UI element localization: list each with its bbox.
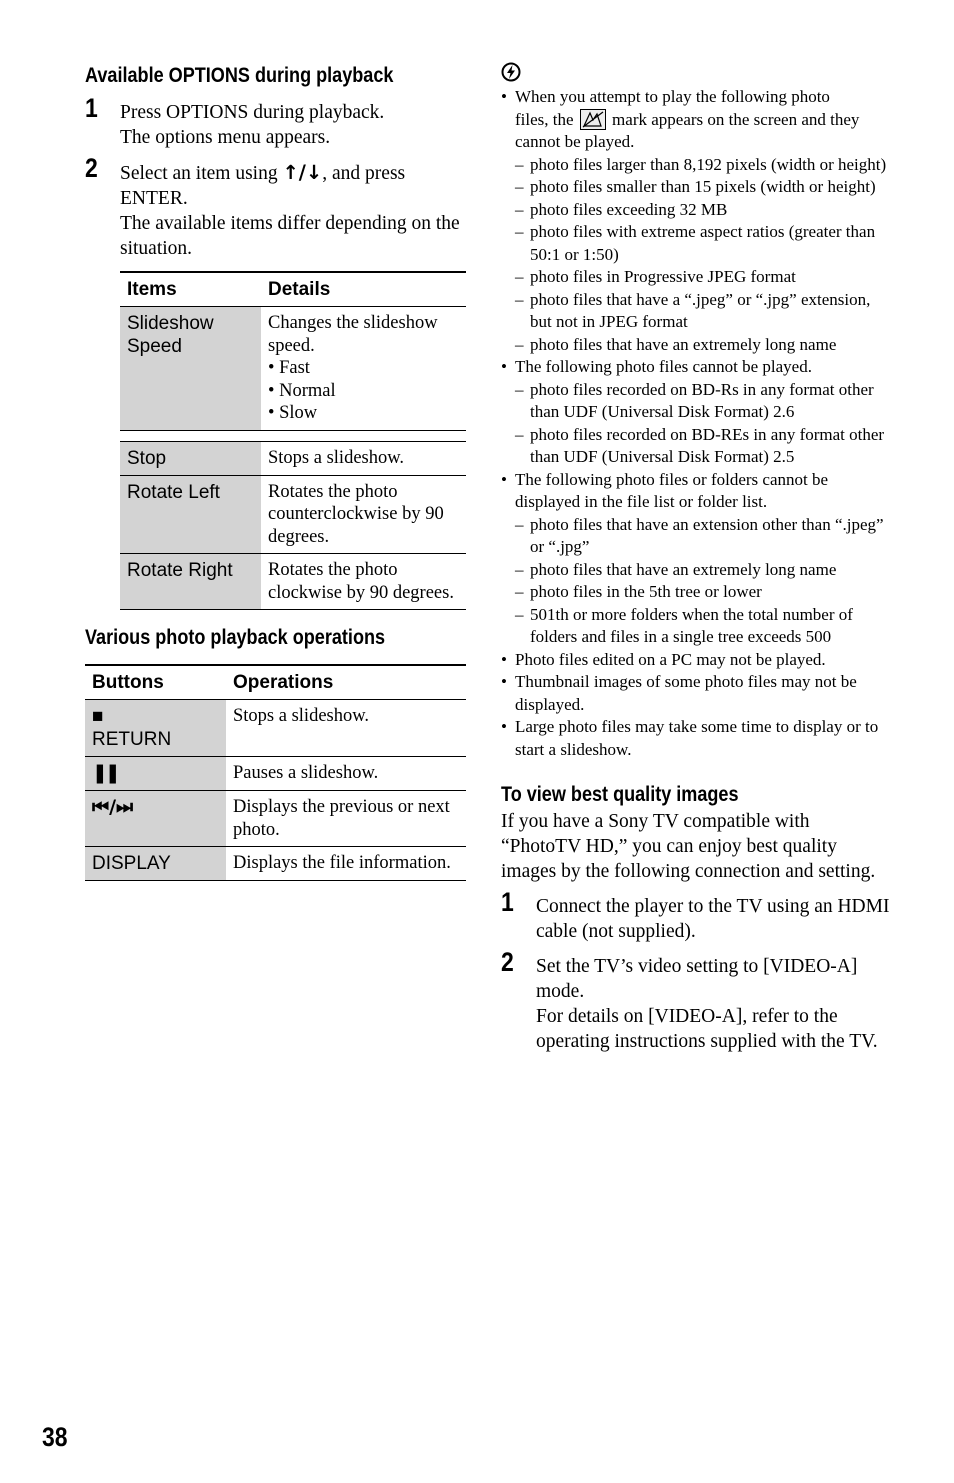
- note-icon: [501, 62, 891, 86]
- table-cell-button: DISPLAY: [85, 847, 226, 881]
- step-text: The available items differ depending on the situation.: [120, 213, 460, 259]
- list-item: – photo files in the 5th tree or lower: [515, 582, 762, 601]
- table-cell-item: Rotate Left: [120, 475, 261, 554]
- page-number: 38: [42, 1422, 68, 1452]
- options-table: [120, 271, 466, 610]
- step-text: For details on [VIDEO-A], refer to the operating instructions supplied with the TV.: [536, 1006, 878, 1052]
- best-quality-step-1: [501, 887, 891, 944]
- table-header-operations: Operations: [226, 665, 466, 700]
- ops-table: [85, 664, 466, 881]
- prev-next-icon: ⏮/⏭: [92, 796, 134, 818]
- step-text: The options menu appears.: [120, 127, 331, 148]
- list-item: • Photo files edited on a PC may not be played.: [501, 649, 891, 672]
- best-quality-heading: To view best quality images: [501, 783, 739, 806]
- table-header-buttons: Buttons: [85, 665, 226, 700]
- list-item: – photo files larger than 8,192 pixels (width or height): [515, 154, 887, 174]
- step-text: Connect the player to the TV using an HDMI cable (not supplied).: [536, 896, 890, 942]
- table-row: [120, 307, 466, 431]
- table-cell-operation: Displays the previous or next photo.: [226, 791, 466, 847]
- list-item: – photo files exceeding 32 MB: [515, 199, 728, 219]
- right-column: [501, 62, 891, 1054]
- list-item: • Large photo files may take some time to display or to start a slideshow.: [501, 716, 891, 761]
- best-quality-intro: If you have a Sony TV compatible with “PhotoTV HD,” you can enjoy best quality images by the following connection and setting.: [501, 811, 876, 882]
- table-row: [85, 757, 466, 791]
- table-cell-detail: Rotates the photo counterclockwise by 90 degrees.: [261, 475, 466, 554]
- table-cell-operation: Pauses a slideshow.: [226, 757, 466, 791]
- options-table-wrap: [120, 271, 466, 610]
- table-cell-item: Stop: [120, 441, 261, 475]
- table-row: [120, 441, 466, 475]
- stop-icon: ■: [92, 706, 104, 727]
- step-text: Press OPTIONS during playback.: [120, 102, 385, 123]
- notes-list: [501, 86, 891, 761]
- table-cell-button: [85, 791, 226, 847]
- table-header-details: Details: [261, 272, 466, 307]
- table-cell-button: [85, 757, 226, 791]
- step-text: Select an item using: [120, 163, 283, 184]
- options-heading: Available OPTIONS during playback: [85, 64, 394, 87]
- table-cell-item: Rotate Right: [120, 554, 261, 610]
- best-quality-step-2: [501, 947, 891, 1054]
- list-item: – photo files in Progressive JPEG format: [515, 267, 796, 286]
- table-cell-item: Slideshow Speed: [120, 307, 261, 431]
- list-item: – photo files recorded on BD-REs in any format other than UDF (Universal Disk Format) 2.5: [515, 424, 885, 466]
- options-step-2: [85, 153, 466, 261]
- list-item: – 501th or more folders when the total number of folders and files in a single tree exceeds 500: [515, 604, 853, 646]
- options-step-1: [85, 93, 466, 150]
- step-number: 1: [501, 887, 514, 917]
- table-cell-detail: Changes the slideshow speed. • Fast • Normal • Slow: [261, 307, 466, 431]
- list-item: • The following photo files cannot be played.: [501, 356, 891, 379]
- list-item: • The following photo files or folders cannot be displayed in the file list or folder list.: [501, 469, 891, 514]
- list-item: • When you attempt to play the following photo files, the mark appears on the screen and they cannot be played.: [501, 86, 891, 154]
- step-number: 2: [85, 153, 98, 183]
- list-item: – photo files smaller than 15 pixels (width or height): [515, 177, 876, 196]
- up-down-arrow-icon: ↑/↓: [282, 161, 323, 184]
- step-text: , and press: [322, 163, 406, 184]
- unplayable-mark-icon: [580, 109, 606, 130]
- table-row: [85, 791, 466, 847]
- step-text: ENTER.: [120, 188, 188, 209]
- table-cell-detail: Rotates the photo clockwise by 90 degrees.: [261, 554, 466, 610]
- list-item: – photo files that have an extension other than “.jpeg” or “.jpg”: [515, 514, 884, 556]
- list-item: – photo files with extreme aspect ratios (greater than 50:1 or 1:50): [515, 222, 876, 264]
- table-row: [120, 554, 466, 610]
- table-row: [85, 847, 466, 881]
- table-cell-button: ■ RETURN: [85, 700, 226, 757]
- table-cell-operation: Stops a slideshow.: [226, 700, 466, 757]
- list-item: – photo files that have an extremely long name: [515, 334, 837, 354]
- pause-icon: ❚❚: [92, 763, 118, 784]
- list-item: • Thumbnail images of some photo files may not be displayed.: [501, 671, 891, 716]
- step-text: Set the TV’s video setting to [VIDEO-A] mode.: [536, 956, 858, 1002]
- step-number: 1: [85, 93, 98, 123]
- list-item: – photo files recorded on BD-Rs in any format other than UDF (Universal Disk Format) 2.6: [515, 379, 874, 421]
- list-item: – photo files that have a “.jpeg” or “.jpg” extension, but not in JPEG format: [515, 289, 871, 331]
- table-header-items: Items: [120, 272, 261, 307]
- table-row: [85, 700, 466, 757]
- table-cell-detail: Stops a slideshow.: [261, 441, 466, 475]
- list-item: – photo files that have an extremely long name: [515, 559, 837, 579]
- left-column: [85, 62, 466, 881]
- ops-heading: Various photo playback operations: [85, 626, 386, 649]
- step-number: 2: [501, 947, 514, 977]
- table-cell-operation: Displays the file information.: [226, 847, 466, 881]
- table-row: [120, 475, 466, 554]
